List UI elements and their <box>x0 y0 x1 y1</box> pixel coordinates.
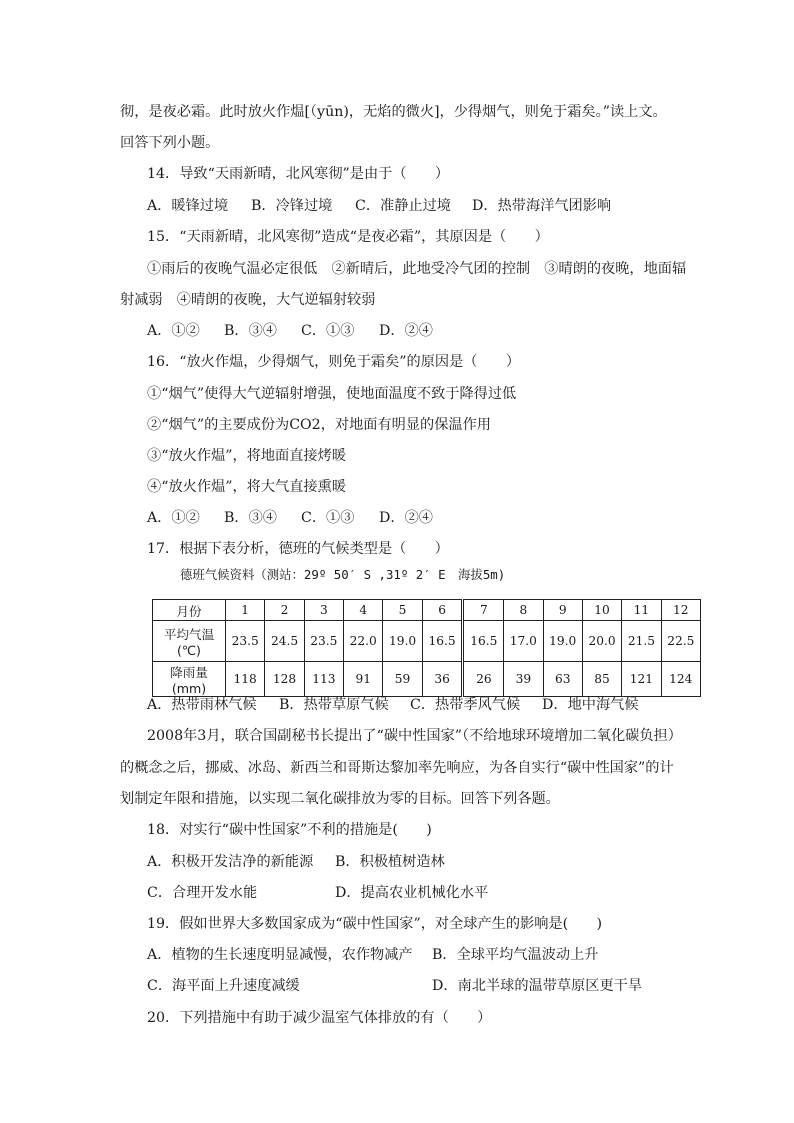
question-19-option-a: A．植物的生长速度明显减慢，农作物减产 <box>147 947 413 963</box>
row-label-rainfall: 降雨量(mm) <box>153 662 226 697</box>
question-17-option-d: D．地中海气候 <box>542 697 639 713</box>
question-16-option-c: C．①③ <box>301 510 355 526</box>
rainfall-cell: 124 <box>661 662 700 697</box>
month-cell: 3 <box>304 600 343 621</box>
temperature-cell: 24.5 <box>265 621 304 662</box>
rainfall-cell: 91 <box>344 662 383 697</box>
question-19-option-d: D．南北半球的温带草原区更干旱 <box>432 978 643 994</box>
temperature-cell: 16.5 <box>422 621 463 662</box>
table-row-temperature <box>153 621 701 662</box>
question-16-statement-2: ②“烟气”的主要成份为CO2，对地面有明显的保温作用 <box>147 417 491 433</box>
month-cell: 5 <box>383 600 422 621</box>
rainfall-cell: 63 <box>543 662 582 697</box>
question-15-option-d: D．②④ <box>379 323 433 339</box>
passage-2-line-3: 划制定年限和措施，以实现二氧化碳排放为零的目标。回答下列各题。 <box>120 791 560 807</box>
question-16-statement-4: ④“放火作煴”，将大气直接熏暖 <box>147 479 346 495</box>
question-16-stem: 16．“放火作煴，少得烟气，则免于霜矣”的原因是（ ） <box>147 354 521 370</box>
temperature-cell: 23.5 <box>226 621 265 662</box>
question-16-option-a: A．①② <box>147 510 200 526</box>
question-14-option-d: D．热带海洋气团影响 <box>472 198 612 214</box>
temperature-cell: 21.5 <box>622 621 661 662</box>
table-row-rainfall <box>153 662 701 697</box>
temperature-cell: 16.5 <box>463 621 504 662</box>
intro-line-2: 回答下列小题。 <box>120 135 220 151</box>
intro-line-1: 彻，是夜必霜。此时放火作煴[（yūn)，无焰的微火]，少得烟气，则免于霜矣。”读上文。 <box>120 104 667 120</box>
month-cell: 9 <box>543 600 582 621</box>
temperature-cell: 22.5 <box>661 621 700 662</box>
question-17-stem: 17．根据下表分析，德班的气候类型是（ ） <box>147 541 449 557</box>
question-18-stem: 18．对实行“碳中性国家”不利的措施是( ) <box>147 822 432 838</box>
question-15-option-a: A．①② <box>147 323 200 339</box>
question-14-option-c: C．准静止过境 <box>355 198 451 214</box>
temperature-cell: 20.0 <box>582 621 621 662</box>
question-16-statement-3: ③“放火作煴”，将地面直接烤暖 <box>147 448 346 464</box>
question-18-option-a: A．积极开发洁净的新能源 <box>147 854 314 870</box>
month-cell: 6 <box>422 600 463 621</box>
temperature-label-line-2: (℃) <box>177 643 201 658</box>
month-cell: 2 <box>265 600 304 621</box>
temperature-cell: 19.0 <box>543 621 582 662</box>
question-19-stem: 19．假如世界大多数国家成为“碳中性国家”，对全球产生的影响是( ) <box>147 916 603 932</box>
question-14-option-b: B．冷锋过境 <box>251 198 333 214</box>
row-label-temperature <box>153 621 226 662</box>
rainfall-cell: 59 <box>383 662 422 697</box>
question-15-stem: 15．“天雨新晴，北风寒彻”造成“是夜必霜”，其原因是（ ） <box>147 229 549 245</box>
question-18-option-d: D．提高农业机械化水平 <box>335 885 489 901</box>
row-label-month: 月份 <box>153 600 226 621</box>
month-cell: 11 <box>622 600 661 621</box>
question-16-option-d: D．②④ <box>379 510 433 526</box>
question-19-option-b: B．全球平均气温波动上升 <box>432 947 599 963</box>
question-17-option-a: A．热带雨林气候 <box>147 697 257 713</box>
rainfall-cell: 113 <box>304 662 343 697</box>
question-20-stem: 20．下列措施中有助于减少温室气体排放的有（ ） <box>147 1010 492 1026</box>
month-cell: 1 <box>226 600 265 621</box>
rainfall-cell: 26 <box>463 662 504 697</box>
passage-2-line-1: 2008年3月，联合国副秘书长提出了“碳中性国家”（不给地球环境增加二氧化碳负担） <box>147 728 682 744</box>
question-15-statement-line-1: ①雨后的夜晚气温必定很低 ②新晴后，此地受冷气团的控制 ③晴朗的夜晚，地面辐 <box>147 261 687 277</box>
question-16-option-b: B．③④ <box>224 510 277 526</box>
question-17-option-c: C．热带季风气候 <box>410 697 521 713</box>
question-17-option-b: B．热带草原气候 <box>279 697 389 713</box>
temperature-label-line-1: 平均气温 <box>163 627 215 642</box>
rainfall-cell: 39 <box>504 662 543 697</box>
month-cell: 8 <box>504 600 543 621</box>
question-18-option-c: C．合理开发水能 <box>147 885 258 901</box>
rainfall-cell: 118 <box>226 662 265 697</box>
climate-table-caption: 德班气候资料（测站：29º 50′ S ,31º 2′ E 海拔5m) <box>180 567 506 582</box>
rainfall-cell: 85 <box>582 662 621 697</box>
temperature-cell: 23.5 <box>304 621 343 662</box>
month-cell: 10 <box>582 600 621 621</box>
temperature-cell: 19.0 <box>383 621 422 662</box>
temperature-cell: 17.0 <box>504 621 543 662</box>
question-15-option-b: B．③④ <box>224 323 277 339</box>
question-15-option-c: C．①③ <box>301 323 355 339</box>
question-14-stem: 14．导致“天雨新晴，北风寒彻”是由于（ ） <box>147 166 450 182</box>
climate-table <box>152 599 701 697</box>
question-19-option-c: C．海平面上升速度减缓 <box>147 978 300 994</box>
passage-2-line-2: 的概念之后，挪威、冰岛、新西兰和哥斯达黎加率先响应，为各自实行“碳中性国家”的计 <box>120 760 674 776</box>
question-16-statement-1: ①“烟气”使得大气逆辐射增强，使地面温度不致于降得过低 <box>147 386 517 402</box>
temperature-cell: 22.0 <box>344 621 383 662</box>
rainfall-cell: 36 <box>422 662 463 697</box>
table-row-month <box>153 600 701 621</box>
rainfall-cell: 128 <box>265 662 304 697</box>
question-18-option-b: B．积极植树造林 <box>335 854 445 870</box>
month-cell: 12 <box>661 600 700 621</box>
question-14-option-a: A．暖锋过境 <box>147 198 229 214</box>
question-15-statement-line-2: 射减弱 ④晴朗的夜晚，大气逆辐射较弱 <box>120 292 376 308</box>
month-cell: 4 <box>344 600 383 621</box>
month-cell: 7 <box>463 600 504 621</box>
rainfall-cell: 121 <box>622 662 661 697</box>
